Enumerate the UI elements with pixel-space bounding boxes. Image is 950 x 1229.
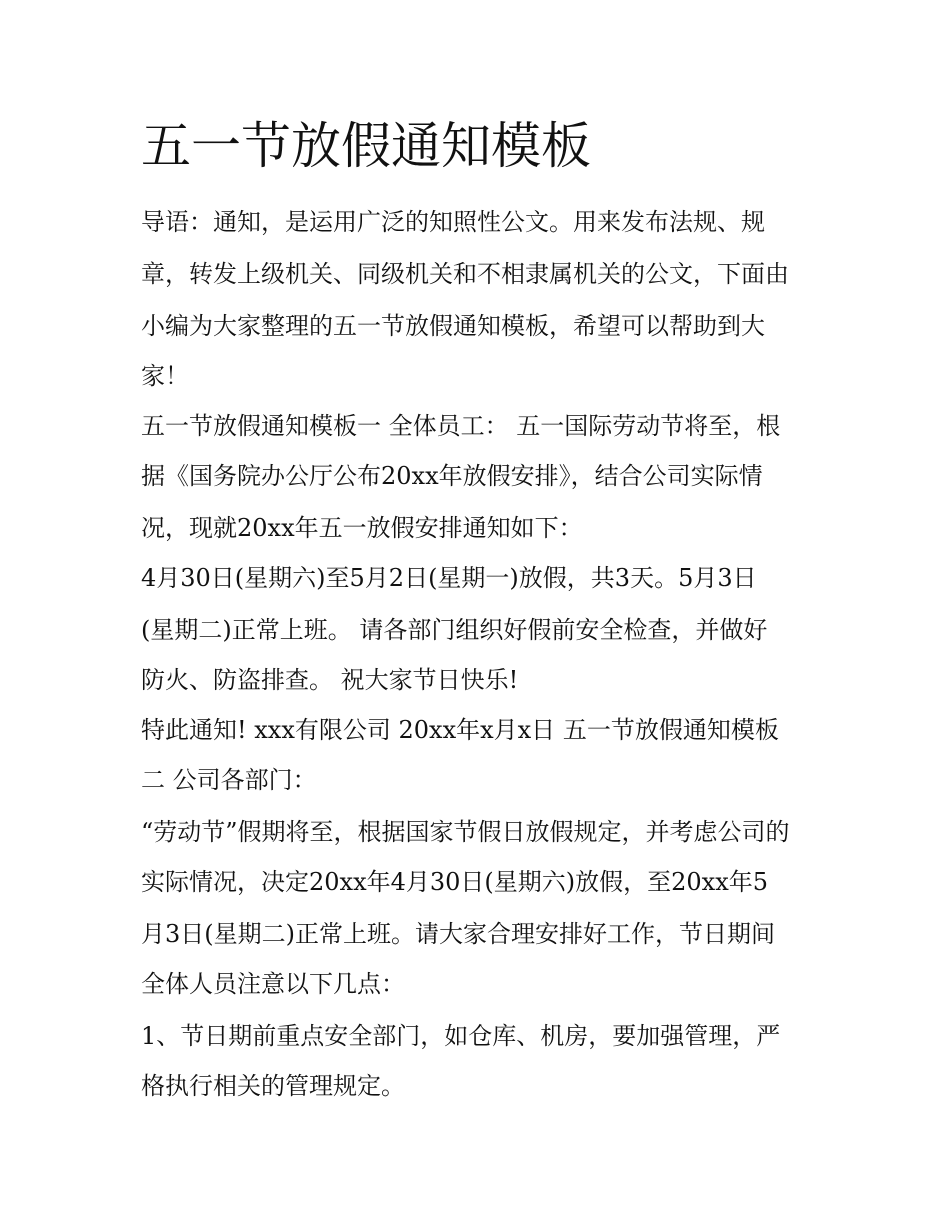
document-title: 五一节放假通知模板: [141, 117, 591, 175]
body-line-7: 况，现就20xx年五一放假安排通知如下：: [141, 514, 583, 542]
body-line-10: 防火、防盗排查。 祝大家节日快乐!: [141, 666, 519, 694]
body-line-9: (星期二)正常上班。 请各部门组织好假前安全检查，并做好: [141, 616, 768, 644]
body-line-17: 1、节日期前重点安全部门，如仓库、机房，要加强管理，严: [141, 1022, 781, 1050]
body-line-4: 家！: [141, 362, 189, 390]
body-line-14: 实际情况，决定20xx年4月30日(星期六)放假，至20xx年5: [141, 868, 769, 896]
body-line-16: 全体人员注意以下几点：: [141, 970, 405, 998]
body-line-11: 特此通知! xxx有限公司 20xx年x月x日 五一节放假通知模板: [141, 716, 779, 744]
body-line-12: 二 公司各部门：: [141, 766, 317, 794]
body-line-2: 章，转发上级机关、同级机关和不相隶属机关的公文，下面由: [141, 260, 789, 288]
body-line-6: 据《国务院办公厅公布20xx年放假安排》，结合公司实际情: [141, 462, 763, 490]
body-line-13: “劳动节”假期将至，根据国家节假日放假规定，并考虑公司的: [141, 818, 790, 846]
body-line-18: 格执行相关的管理规定。: [141, 1072, 405, 1100]
body-line-3: 小编为大家整理的五一节放假通知模板，希望可以帮助到大: [141, 312, 765, 340]
body-line-15: 月3日(星期二)正常上班。请大家合理安排好工作，节日期间: [141, 920, 775, 948]
body-line-1: 导语：通知，是运用广泛的知照性公文。用来发布法规、规: [141, 208, 765, 236]
body-line-5: 五一节放假通知模板一 全体员工： 五一国际劳动节将至，根: [141, 412, 781, 440]
body-line-8: 4月30日(星期六)至5月2日(星期一)放假，共3天。5月3日: [141, 564, 757, 592]
